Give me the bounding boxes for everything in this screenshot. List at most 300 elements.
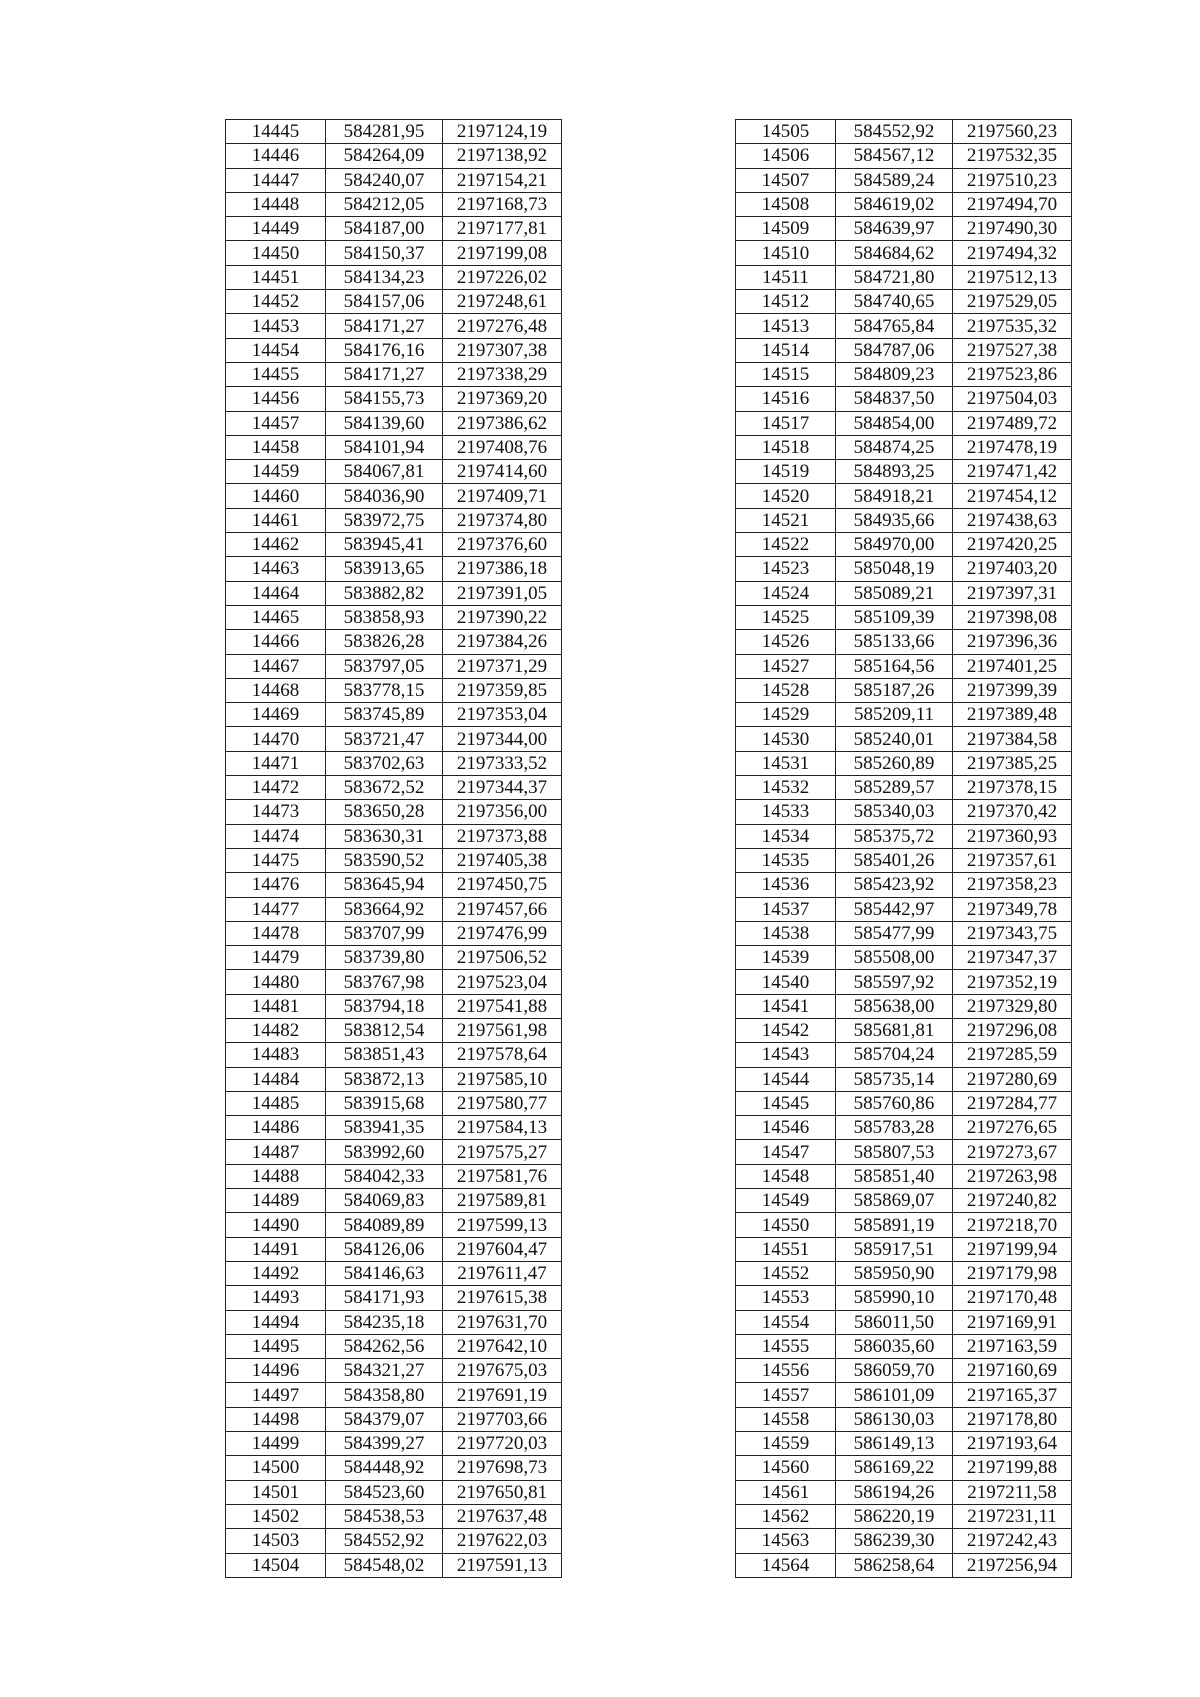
point-number-cell: 14505 xyxy=(736,120,836,144)
table-row xyxy=(736,1189,1072,1213)
y-coordinate-cell: 2197178,80 xyxy=(953,1407,1072,1431)
point-number-cell: 14539 xyxy=(736,946,836,970)
x-coordinate-cell: 586011,50 xyxy=(836,1310,953,1334)
y-coordinate-cell: 2197589,81 xyxy=(443,1189,562,1213)
table-row xyxy=(736,1310,1072,1334)
table-row xyxy=(736,1456,1072,1480)
point-number-cell: 14452 xyxy=(226,290,326,314)
y-coordinate-cell: 2197523,04 xyxy=(443,970,562,994)
y-coordinate-cell: 2197414,60 xyxy=(443,460,562,484)
table-row xyxy=(736,1140,1072,1164)
point-number-cell: 14556 xyxy=(736,1359,836,1383)
point-number-cell: 14475 xyxy=(226,848,326,872)
y-coordinate-cell: 2197307,38 xyxy=(443,338,562,362)
x-coordinate-cell: 585704,24 xyxy=(836,1043,953,1067)
point-number-cell: 14515 xyxy=(736,362,836,386)
table-row xyxy=(226,484,562,508)
table-row xyxy=(736,581,1072,605)
x-coordinate-cell: 585375,72 xyxy=(836,824,953,848)
table-row xyxy=(736,1164,1072,1188)
y-coordinate-cell: 2197599,13 xyxy=(443,1213,562,1237)
x-coordinate-cell: 584126,06 xyxy=(326,1237,443,1261)
point-number-cell: 14465 xyxy=(226,605,326,629)
x-coordinate-cell: 586220,19 xyxy=(836,1504,953,1528)
table-row xyxy=(226,630,562,654)
x-coordinate-cell: 583739,80 xyxy=(326,946,443,970)
table-row xyxy=(736,751,1072,775)
point-number-cell: 14504 xyxy=(226,1553,326,1577)
table-row xyxy=(226,848,562,872)
point-number-cell: 14549 xyxy=(736,1189,836,1213)
point-number-cell: 14474 xyxy=(226,824,326,848)
table-row xyxy=(226,1359,562,1383)
point-number-cell: 14532 xyxy=(736,776,836,800)
point-number-cell: 14466 xyxy=(226,630,326,654)
x-coordinate-cell: 584721,80 xyxy=(836,265,953,289)
x-coordinate-cell: 584399,27 xyxy=(326,1432,443,1456)
table-row xyxy=(226,1091,562,1115)
table-row xyxy=(226,1553,562,1577)
table-row xyxy=(736,873,1072,897)
x-coordinate-cell: 583702,63 xyxy=(326,751,443,775)
table-row xyxy=(226,338,562,362)
point-number-cell: 14484 xyxy=(226,1067,326,1091)
x-coordinate-cell: 585477,99 xyxy=(836,921,953,945)
y-coordinate-cell: 2197581,76 xyxy=(443,1164,562,1188)
table-row xyxy=(226,1407,562,1431)
point-number-cell: 14492 xyxy=(226,1261,326,1285)
x-coordinate-cell: 583767,98 xyxy=(326,970,443,994)
point-number-cell: 14453 xyxy=(226,314,326,338)
y-coordinate-cell: 2197580,77 xyxy=(443,1091,562,1115)
table-row xyxy=(226,435,562,459)
point-number-cell: 14503 xyxy=(226,1529,326,1553)
point-number-cell: 14500 xyxy=(226,1456,326,1480)
table-row xyxy=(226,120,562,144)
table-row xyxy=(226,654,562,678)
table-row xyxy=(226,168,562,192)
y-coordinate-cell: 2197358,23 xyxy=(953,873,1072,897)
table-row xyxy=(226,508,562,532)
y-coordinate-cell: 2197535,32 xyxy=(953,314,1072,338)
x-coordinate-cell: 585089,21 xyxy=(836,581,953,605)
table-row xyxy=(736,897,1072,921)
point-number-cell: 14535 xyxy=(736,848,836,872)
point-number-cell: 14533 xyxy=(736,800,836,824)
point-number-cell: 14522 xyxy=(736,533,836,557)
y-coordinate-cell: 2197371,29 xyxy=(443,654,562,678)
point-number-cell: 14461 xyxy=(226,508,326,532)
table-row xyxy=(226,362,562,386)
y-coordinate-cell: 2197384,58 xyxy=(953,727,1072,751)
x-coordinate-cell: 584548,02 xyxy=(326,1553,443,1577)
x-coordinate-cell: 586169,22 xyxy=(836,1456,953,1480)
y-coordinate-cell: 2197373,88 xyxy=(443,824,562,848)
point-number-cell: 14542 xyxy=(736,1018,836,1042)
point-number-cell: 14501 xyxy=(226,1480,326,1504)
table-row xyxy=(226,1237,562,1261)
y-coordinate-cell: 2197138,92 xyxy=(443,144,562,168)
point-number-cell: 14527 xyxy=(736,654,836,678)
point-number-cell: 14519 xyxy=(736,460,836,484)
point-number-cell: 14473 xyxy=(226,800,326,824)
table-row xyxy=(736,338,1072,362)
y-coordinate-cell: 2197386,18 xyxy=(443,557,562,581)
point-number-cell: 14446 xyxy=(226,144,326,168)
table-row xyxy=(226,144,562,168)
y-coordinate-cell: 2197650,81 xyxy=(443,1480,562,1504)
y-coordinate-cell: 2197561,98 xyxy=(443,1018,562,1042)
table-row xyxy=(736,362,1072,386)
x-coordinate-cell: 585187,26 xyxy=(836,678,953,702)
point-number-cell: 14476 xyxy=(226,873,326,897)
table-row xyxy=(736,314,1072,338)
table-row xyxy=(226,1456,562,1480)
x-coordinate-cell: 584036,90 xyxy=(326,484,443,508)
x-coordinate-cell: 584171,27 xyxy=(326,362,443,386)
table-row xyxy=(736,848,1072,872)
table-row xyxy=(226,1067,562,1091)
y-coordinate-cell: 2197494,32 xyxy=(953,241,1072,265)
y-coordinate-cell: 2197584,13 xyxy=(443,1116,562,1140)
table-row xyxy=(736,192,1072,216)
point-number-cell: 14472 xyxy=(226,776,326,800)
y-coordinate-cell: 2197343,75 xyxy=(953,921,1072,945)
y-coordinate-cell: 2197360,93 xyxy=(953,824,1072,848)
y-coordinate-cell: 2197359,85 xyxy=(443,678,562,702)
y-coordinate-cell: 2197478,19 xyxy=(953,435,1072,459)
y-coordinate-cell: 2197376,60 xyxy=(443,533,562,557)
point-number-cell: 14448 xyxy=(226,192,326,216)
x-coordinate-cell: 585209,11 xyxy=(836,703,953,727)
table-row xyxy=(736,1529,1072,1553)
x-coordinate-cell: 584101,94 xyxy=(326,435,443,459)
table-row xyxy=(226,994,562,1018)
table-row xyxy=(736,144,1072,168)
x-coordinate-cell: 584874,25 xyxy=(836,435,953,459)
x-coordinate-cell: 583945,41 xyxy=(326,533,443,557)
y-coordinate-cell: 2197344,00 xyxy=(443,727,562,751)
point-number-cell: 14488 xyxy=(226,1164,326,1188)
x-coordinate-cell: 584918,21 xyxy=(836,484,953,508)
point-number-cell: 14498 xyxy=(226,1407,326,1431)
table-row xyxy=(736,1480,1072,1504)
table-row xyxy=(736,460,1072,484)
table-row xyxy=(226,727,562,751)
y-coordinate-cell: 2197199,94 xyxy=(953,1237,1072,1261)
coordinates-table-body xyxy=(226,120,562,1578)
y-coordinate-cell: 2197369,20 xyxy=(443,387,562,411)
x-coordinate-cell: 585783,28 xyxy=(836,1116,953,1140)
x-coordinate-cell: 584809,23 xyxy=(836,362,953,386)
table-row xyxy=(226,1310,562,1334)
point-number-cell: 14544 xyxy=(736,1067,836,1091)
point-number-cell: 14495 xyxy=(226,1334,326,1358)
table-row xyxy=(736,921,1072,945)
table-row xyxy=(736,411,1072,435)
table-row xyxy=(736,824,1072,848)
point-number-cell: 14530 xyxy=(736,727,836,751)
y-coordinate-cell: 2197510,23 xyxy=(953,168,1072,192)
table-row xyxy=(736,994,1072,1018)
table-row xyxy=(226,1261,562,1285)
point-number-cell: 14558 xyxy=(736,1407,836,1431)
coordinates-table-right xyxy=(735,119,1072,1578)
point-number-cell: 14458 xyxy=(226,435,326,459)
point-number-cell: 14445 xyxy=(226,120,326,144)
table-row xyxy=(736,120,1072,144)
y-coordinate-cell: 2197506,52 xyxy=(443,946,562,970)
x-coordinate-cell: 583826,28 xyxy=(326,630,443,654)
x-coordinate-cell: 585340,03 xyxy=(836,800,953,824)
point-number-cell: 14460 xyxy=(226,484,326,508)
x-coordinate-cell: 584523,60 xyxy=(326,1480,443,1504)
table-row xyxy=(736,265,1072,289)
table-row xyxy=(736,727,1072,751)
x-coordinate-cell: 584212,05 xyxy=(326,192,443,216)
x-coordinate-cell: 584176,16 xyxy=(326,338,443,362)
table-row xyxy=(226,314,562,338)
y-coordinate-cell: 2197631,70 xyxy=(443,1310,562,1334)
y-coordinate-cell: 2197170,48 xyxy=(953,1286,1072,1310)
table-row xyxy=(226,217,562,241)
y-coordinate-cell: 2197296,08 xyxy=(953,1018,1072,1042)
x-coordinate-cell: 586035,60 xyxy=(836,1334,953,1358)
x-coordinate-cell: 585401,26 xyxy=(836,848,953,872)
point-number-cell: 14487 xyxy=(226,1140,326,1164)
table-row xyxy=(226,776,562,800)
point-number-cell: 14468 xyxy=(226,678,326,702)
x-coordinate-cell: 583794,18 xyxy=(326,994,443,1018)
point-number-cell: 14550 xyxy=(736,1213,836,1237)
point-number-cell: 14490 xyxy=(226,1213,326,1237)
x-coordinate-cell: 584765,84 xyxy=(836,314,953,338)
y-coordinate-cell: 2197585,10 xyxy=(443,1067,562,1091)
point-number-cell: 14552 xyxy=(736,1261,836,1285)
y-coordinate-cell: 2197611,47 xyxy=(443,1261,562,1285)
point-number-cell: 14554 xyxy=(736,1310,836,1334)
y-coordinate-cell: 2197154,21 xyxy=(443,168,562,192)
x-coordinate-cell: 585109,39 xyxy=(836,605,953,629)
point-number-cell: 14528 xyxy=(736,678,836,702)
x-coordinate-cell: 585681,81 xyxy=(836,1018,953,1042)
table-row xyxy=(736,435,1072,459)
y-coordinate-cell: 2197532,35 xyxy=(953,144,1072,168)
y-coordinate-cell: 2197177,81 xyxy=(443,217,562,241)
point-number-cell: 14520 xyxy=(736,484,836,508)
x-coordinate-cell: 584264,09 xyxy=(326,144,443,168)
point-number-cell: 14462 xyxy=(226,533,326,557)
x-coordinate-cell: 584379,07 xyxy=(326,1407,443,1431)
point-number-cell: 14481 xyxy=(226,994,326,1018)
y-coordinate-cell: 2197248,61 xyxy=(443,290,562,314)
table-row xyxy=(736,605,1072,629)
x-coordinate-cell: 584448,92 xyxy=(326,1456,443,1480)
x-coordinate-cell: 584358,80 xyxy=(326,1383,443,1407)
point-number-cell: 14478 xyxy=(226,921,326,945)
y-coordinate-cell: 2197280,69 xyxy=(953,1067,1072,1091)
point-number-cell: 14496 xyxy=(226,1359,326,1383)
point-number-cell: 14559 xyxy=(736,1432,836,1456)
table-row xyxy=(226,1529,562,1553)
y-coordinate-cell: 2197263,98 xyxy=(953,1164,1072,1188)
x-coordinate-cell: 583941,35 xyxy=(326,1116,443,1140)
point-number-cell: 14471 xyxy=(226,751,326,775)
point-number-cell: 14555 xyxy=(736,1334,836,1358)
y-coordinate-cell: 2197575,27 xyxy=(443,1140,562,1164)
point-number-cell: 14512 xyxy=(736,290,836,314)
table-row xyxy=(736,1261,1072,1285)
x-coordinate-cell: 586194,26 xyxy=(836,1480,953,1504)
point-number-cell: 14506 xyxy=(736,144,836,168)
x-coordinate-cell: 583972,75 xyxy=(326,508,443,532)
table-row xyxy=(736,1213,1072,1237)
x-coordinate-cell: 584619,02 xyxy=(836,192,953,216)
point-number-cell: 14507 xyxy=(736,168,836,192)
point-number-cell: 14541 xyxy=(736,994,836,1018)
table-row xyxy=(736,241,1072,265)
point-number-cell: 14536 xyxy=(736,873,836,897)
point-number-cell: 14482 xyxy=(226,1018,326,1042)
y-coordinate-cell: 2197338,29 xyxy=(443,362,562,386)
x-coordinate-cell: 583915,68 xyxy=(326,1091,443,1115)
table-row xyxy=(226,1164,562,1188)
point-number-cell: 14564 xyxy=(736,1553,836,1577)
y-coordinate-cell: 2197356,00 xyxy=(443,800,562,824)
point-number-cell: 14551 xyxy=(736,1237,836,1261)
x-coordinate-cell: 584552,92 xyxy=(836,120,953,144)
x-coordinate-cell: 583858,93 xyxy=(326,605,443,629)
x-coordinate-cell: 583913,65 xyxy=(326,557,443,581)
x-coordinate-cell: 585508,00 xyxy=(836,946,953,970)
point-number-cell: 14524 xyxy=(736,581,836,605)
point-number-cell: 14470 xyxy=(226,727,326,751)
y-coordinate-cell: 2197124,19 xyxy=(443,120,562,144)
y-coordinate-cell: 2197529,05 xyxy=(953,290,1072,314)
x-coordinate-cell: 584089,89 xyxy=(326,1213,443,1237)
x-coordinate-cell: 585990,10 xyxy=(836,1286,953,1310)
point-number-cell: 14451 xyxy=(226,265,326,289)
point-number-cell: 14483 xyxy=(226,1043,326,1067)
y-coordinate-cell: 2197226,02 xyxy=(443,265,562,289)
y-coordinate-cell: 2197385,25 xyxy=(953,751,1072,775)
x-coordinate-cell: 584552,92 xyxy=(326,1529,443,1553)
table-row xyxy=(736,1359,1072,1383)
x-coordinate-cell: 584235,18 xyxy=(326,1310,443,1334)
y-coordinate-cell: 2197389,48 xyxy=(953,703,1072,727)
table-row xyxy=(736,678,1072,702)
table-row xyxy=(226,1043,562,1067)
table-row xyxy=(736,703,1072,727)
y-coordinate-cell: 2197604,47 xyxy=(443,1237,562,1261)
table-row xyxy=(226,1480,562,1504)
x-coordinate-cell: 586239,30 xyxy=(836,1529,953,1553)
table-row xyxy=(736,557,1072,581)
x-coordinate-cell: 584262,56 xyxy=(326,1334,443,1358)
y-coordinate-cell: 2197399,39 xyxy=(953,678,1072,702)
table-row xyxy=(226,460,562,484)
y-coordinate-cell: 2197494,70 xyxy=(953,192,1072,216)
y-coordinate-cell: 2197352,19 xyxy=(953,970,1072,994)
x-coordinate-cell: 583672,52 xyxy=(326,776,443,800)
y-coordinate-cell: 2197160,69 xyxy=(953,1359,1072,1383)
x-coordinate-cell: 583650,28 xyxy=(326,800,443,824)
y-coordinate-cell: 2197438,63 xyxy=(953,508,1072,532)
x-coordinate-cell: 585917,51 xyxy=(836,1237,953,1261)
table-row xyxy=(736,630,1072,654)
table-row xyxy=(736,1383,1072,1407)
x-coordinate-cell: 583645,94 xyxy=(326,873,443,897)
y-coordinate-cell: 2197276,65 xyxy=(953,1116,1072,1140)
x-coordinate-cell: 584134,23 xyxy=(326,265,443,289)
y-coordinate-cell: 2197512,13 xyxy=(953,265,1072,289)
point-number-cell: 14510 xyxy=(736,241,836,265)
table-row xyxy=(736,1237,1072,1261)
point-number-cell: 14562 xyxy=(736,1504,836,1528)
x-coordinate-cell: 584639,97 xyxy=(836,217,953,241)
y-coordinate-cell: 2197168,73 xyxy=(443,192,562,216)
x-coordinate-cell: 584837,50 xyxy=(836,387,953,411)
y-coordinate-cell: 2197333,52 xyxy=(443,751,562,775)
table-row xyxy=(226,921,562,945)
point-number-cell: 14477 xyxy=(226,897,326,921)
x-coordinate-cell: 585164,56 xyxy=(836,654,953,678)
x-coordinate-cell: 583851,43 xyxy=(326,1043,443,1067)
table-row xyxy=(736,1067,1072,1091)
table-row xyxy=(226,751,562,775)
point-number-cell: 14499 xyxy=(226,1432,326,1456)
point-number-cell: 14523 xyxy=(736,557,836,581)
x-coordinate-cell: 586059,70 xyxy=(836,1359,953,1383)
x-coordinate-cell: 584150,37 xyxy=(326,241,443,265)
table-row xyxy=(226,192,562,216)
y-coordinate-cell: 2197450,75 xyxy=(443,873,562,897)
point-number-cell: 14537 xyxy=(736,897,836,921)
x-coordinate-cell: 584321,27 xyxy=(326,1359,443,1383)
x-coordinate-cell: 585048,19 xyxy=(836,557,953,581)
table-row xyxy=(226,897,562,921)
x-coordinate-cell: 585950,90 xyxy=(836,1261,953,1285)
y-coordinate-cell: 2197256,94 xyxy=(953,1553,1072,1577)
point-number-cell: 14486 xyxy=(226,1116,326,1140)
point-number-cell: 14509 xyxy=(736,217,836,241)
point-number-cell: 14467 xyxy=(226,654,326,678)
x-coordinate-cell: 584935,66 xyxy=(836,508,953,532)
x-coordinate-cell: 583797,05 xyxy=(326,654,443,678)
point-number-cell: 14511 xyxy=(736,265,836,289)
point-number-cell: 14494 xyxy=(226,1310,326,1334)
table-row xyxy=(226,605,562,629)
point-number-cell: 14514 xyxy=(736,338,836,362)
x-coordinate-cell: 583707,99 xyxy=(326,921,443,945)
x-coordinate-cell: 585442,97 xyxy=(836,897,953,921)
y-coordinate-cell: 2197541,88 xyxy=(443,994,562,1018)
table-row xyxy=(736,970,1072,994)
table-row xyxy=(226,824,562,848)
x-coordinate-cell: 585735,14 xyxy=(836,1067,953,1091)
x-coordinate-cell: 584684,62 xyxy=(836,241,953,265)
y-coordinate-cell: 2197698,73 xyxy=(443,1456,562,1480)
point-number-cell: 14543 xyxy=(736,1043,836,1067)
x-coordinate-cell: 584171,93 xyxy=(326,1286,443,1310)
point-number-cell: 14479 xyxy=(226,946,326,970)
x-coordinate-cell: 584069,83 xyxy=(326,1189,443,1213)
point-number-cell: 14454 xyxy=(226,338,326,362)
table-row xyxy=(226,800,562,824)
table-row xyxy=(736,1334,1072,1358)
y-coordinate-cell: 2197675,03 xyxy=(443,1359,562,1383)
x-coordinate-cell: 584187,00 xyxy=(326,217,443,241)
